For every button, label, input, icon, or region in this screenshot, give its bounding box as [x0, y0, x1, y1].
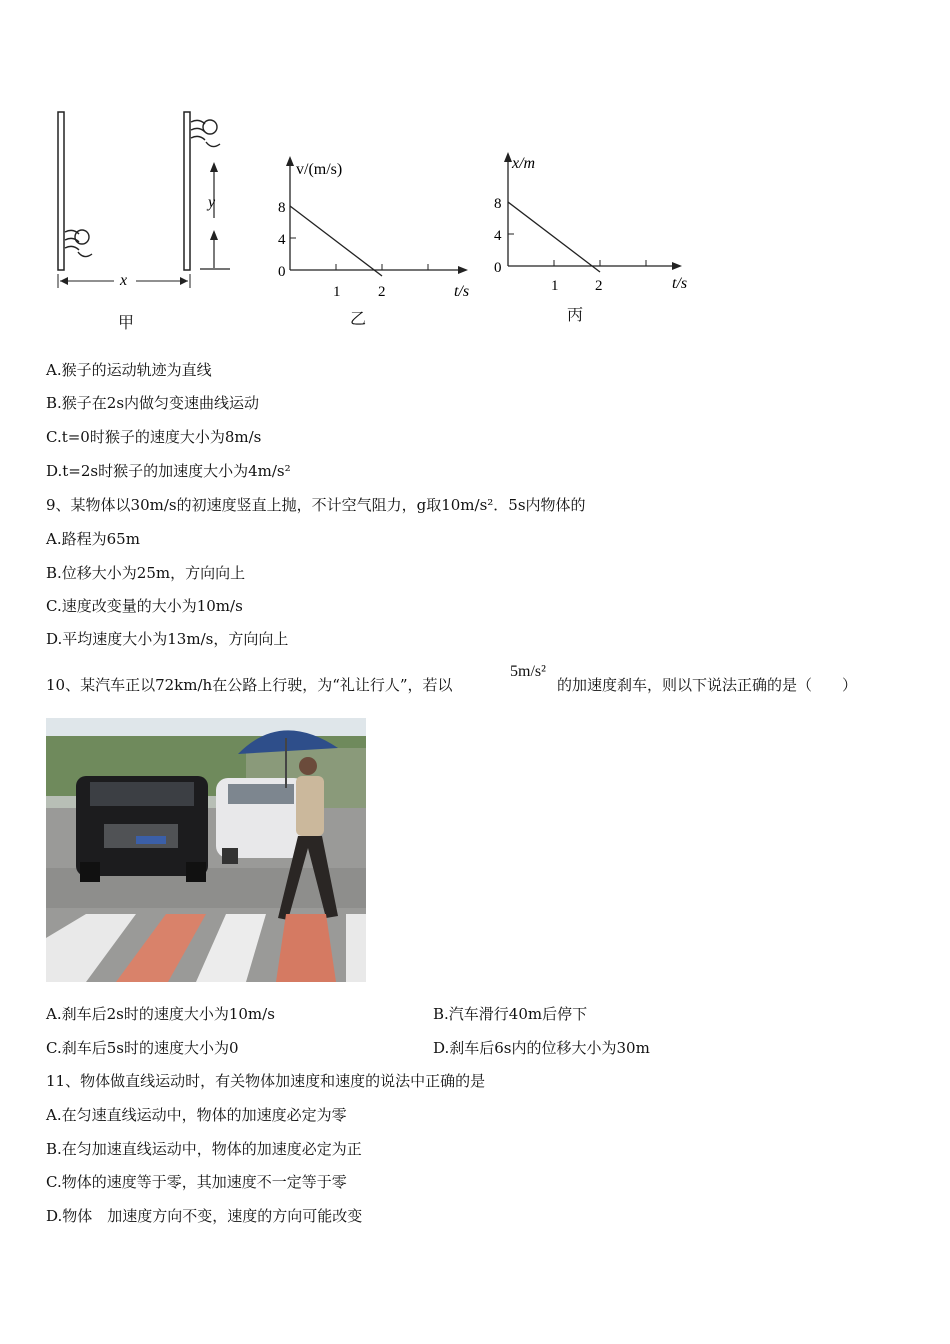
- q11-stem: 11、物体做直线运动时，有关物体加速度和速度的说法中正确的是: [46, 1072, 486, 1090]
- q9-option-c: C.速度改变量的大小为10m/s: [46, 597, 243, 615]
- jia-x-label: x: [120, 272, 128, 289]
- q8-option-a: A.猴子的运动轨迹为直线: [46, 361, 212, 379]
- bing-x-axis-label: t/s: [672, 275, 688, 292]
- q11-option-d: D.物体 加速度方向不变，速度的方向可能改变: [46, 1207, 363, 1225]
- q11-option-c: C.物体的速度等于零，其加速度不一定等于零: [46, 1173, 347, 1191]
- q8-option-b: B.猴子在2s内做匀变速曲线运动: [46, 394, 260, 412]
- q9-stem: 9、某物体以30m/s的初速度竖直上抛，不计空气阻力，g取10m/s²．5s内物体的: [46, 496, 586, 514]
- q11-option-a: A.在匀速直线运动中，物体的加速度必定为零: [46, 1106, 347, 1124]
- q10-stem-part1: 10、某汽车正以72km/h在公路上行驶，为“礼让行人”，若以: [46, 676, 453, 694]
- bing-tick-x-2: 2: [595, 278, 603, 294]
- bing-tick-y-8: 8: [494, 196, 502, 212]
- figure-jia-caption: 甲: [118, 313, 135, 332]
- q8-option-d: D.t=2s时猴子的加速度大小为4m/s²: [46, 462, 291, 480]
- q9-option-d: D.平均速度大小为13m/s，方向向上: [46, 630, 289, 648]
- figure-bing-caption: 丙: [567, 305, 584, 324]
- yi-tick-x-1: 1: [333, 284, 341, 300]
- figure-yi-caption: 乙: [350, 309, 367, 328]
- q10-option-b: B.汽车滑行40m后停下: [433, 1005, 588, 1023]
- bing-tick-y-4: 4: [494, 228, 502, 244]
- q10-stem-part2: 的加速度刹车，则以下说法正确的是（ ）: [557, 676, 858, 694]
- yi-y-axis-label: v/(m/s): [296, 161, 343, 178]
- q9-option-a: A.路程为65m: [46, 530, 140, 548]
- yi-tick-y-8: 8: [278, 200, 286, 216]
- q11-option-b: B.在匀加速直线运动中，物体的加速度必定为正: [46, 1140, 362, 1158]
- bing-tick-x-1: 1: [551, 278, 559, 294]
- yi-x-axis-label: t/s: [454, 283, 470, 300]
- q9-option-b: B.位移大小为25m，方向向上: [46, 564, 246, 582]
- monkey-icon-top: [191, 120, 220, 147]
- jia-y-label: y: [208, 194, 216, 211]
- yi-tick-x-2: 2: [378, 284, 386, 300]
- yi-tick-y-4: 4: [278, 232, 286, 248]
- bing-y-axis-label: x/m: [512, 155, 536, 172]
- yi-tick-y-0: 0: [278, 264, 286, 280]
- q10-option-c: C.刹车后5s时的速度大小为0: [46, 1039, 239, 1057]
- q10-option-d: D.刹车后6s内的位移大小为30m: [433, 1039, 650, 1057]
- figure-jia: [40, 100, 250, 340]
- q10-acceleration: 5m/s²: [510, 663, 546, 680]
- q10-option-a: A.刹车后2s时的速度大小为10m/s: [46, 1005, 275, 1023]
- monkey-icon-bottom: [65, 230, 92, 257]
- figure-yi-vt-graph: [270, 150, 480, 310]
- crosswalk-photo: [46, 718, 366, 982]
- q8-option-c: C.t=0时猴子的速度大小为8m/s: [46, 428, 262, 446]
- figure-bing-xt-graph: [488, 148, 698, 308]
- bing-tick-y-0: 0: [494, 260, 502, 276]
